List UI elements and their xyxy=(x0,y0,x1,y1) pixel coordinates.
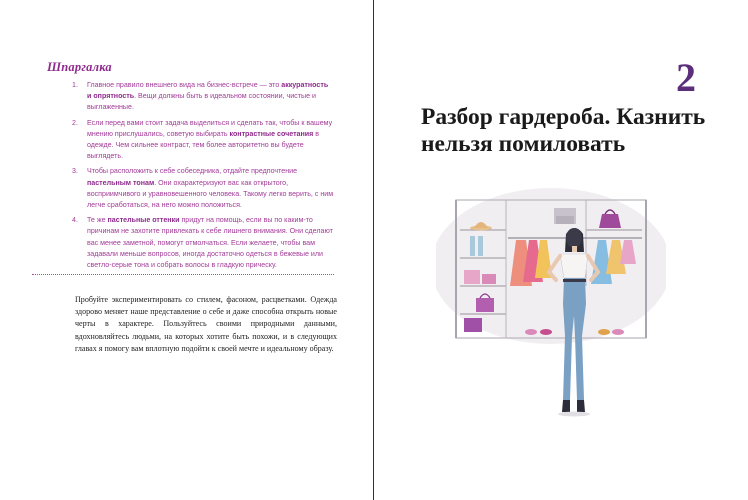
item-text: Чтобы расположить к себе собеседника, отдайте предпочтение xyxy=(87,167,298,176)
item-text: в одежде. Чем сильнее контраст, тем более авторитетно вы будете выглядеть. xyxy=(87,129,320,161)
item-number: 3. xyxy=(72,167,78,176)
item-number: 1. xyxy=(72,81,78,89)
cheat-sheet-item xyxy=(72,80,334,114)
item-highlight: контрастные сочетания xyxy=(229,129,314,138)
cheat-sheet-item xyxy=(72,215,334,271)
cheat-sheet-item xyxy=(72,166,334,211)
wardrobe-illustration xyxy=(436,186,666,450)
item-text: . Они охарактеризуют вас как открытого, восприимчивого и уравновешенного человека. Такому легко верить, с ним легче сработаться, на него можно положиться. xyxy=(87,178,334,210)
cheat-sheet-item xyxy=(72,118,334,163)
item-text: Если перед вами стоит задача выделиться и сделать так, чтобы к вашему мнению прислушались, советую выбирать xyxy=(87,118,333,138)
item-text: Главное правило внешнего вида на бизнес-встрече — это xyxy=(87,81,282,89)
chapter-number: 2 xyxy=(676,55,696,100)
item-text: . Вещи должны быть в идеальном состоянии, чистые и выглаженные. xyxy=(87,92,316,112)
item-highlight: пастельным тонам xyxy=(87,178,155,187)
body-paragraph: Пробуйте экспериментировать со стилем, фасоном, расцветками. Одежда здорово меняет наше представление о себе и даже способна открыть новые черты в характере. Пользуйтесь своими природными данными, вдохновляйтесь людьми, на которых хотите быть похожи, и в следующих главах я помогу вам вплотную подойти к своей мечте и идеальному образу. xyxy=(75,295,337,353)
item-text: придут на помощь, если вы по каким-то причинам не захотите привлекать к себе лишнего внимания. Они сделают вас менее заметной, помогут отмолчаться. Если желаете, чтобы вам задавали меньше вопросов, иногда достаточно одеться в бежевые или светло-серые тона и собрать волосы в гладкую прическу. xyxy=(87,216,333,270)
item-number: 4. xyxy=(72,216,78,225)
page-gutter xyxy=(373,0,374,500)
item-highlight: аккуратность и опрятность xyxy=(87,81,329,101)
item-number: 2. xyxy=(72,118,78,127)
cheat-sheet-list xyxy=(72,80,334,275)
chapter-title: Разбор гардероба. Казнить нельзя помиловать xyxy=(421,104,706,157)
dotted-divider xyxy=(32,274,334,275)
item-text: Те же xyxy=(87,216,108,225)
cheat-sheet-title: Шпаргалка xyxy=(47,60,112,74)
item-highlight: пастельные оттенки xyxy=(107,216,180,225)
